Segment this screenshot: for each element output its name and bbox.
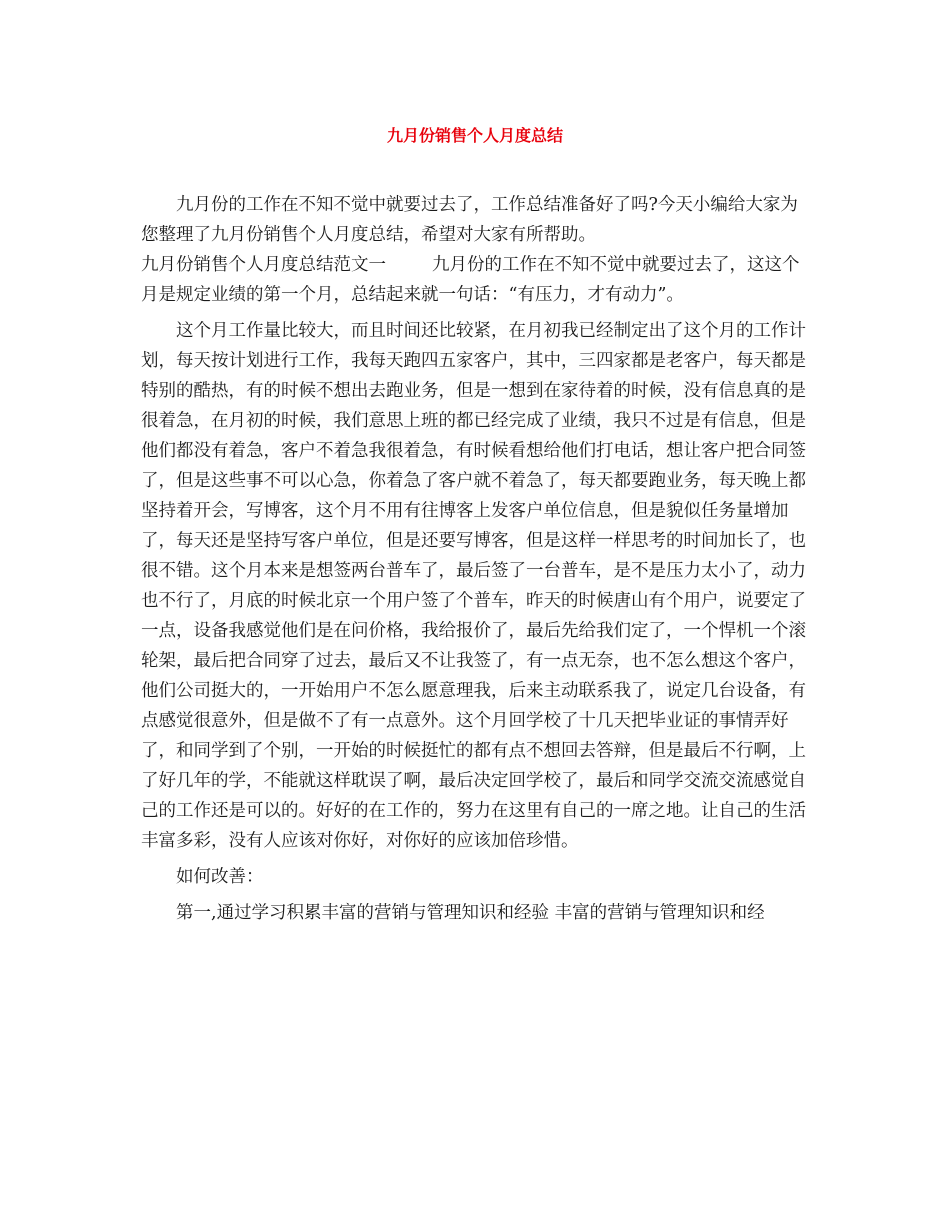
improve-heading: 如何改善： [176, 867, 264, 887]
document-body [141, 190, 813, 928]
document-title: 九月份销售个人月度总结 [386, 126, 563, 145]
improve-first-paragraph: 第一,通过学习积累丰富的营销与管理知识和经验 丰富的营销与管理知识和经 [176, 903, 765, 923]
intro-paragraph: 九月份的工作在不知不觉中就要过去了，工作总结准备好了吗?今天小编给大家为您整理了九月份销售个人月度总结，希望对大家有所帮助。 [141, 195, 798, 245]
section-paragraph [141, 250, 813, 310]
main-paragraph: 这个月工作量比较大，而且时间还比较紧，在月初我已经制定出了这个月的工作计划，每天按计划进行工作，我每天跑四五家客户，其中，三四家都是老客户，每天都是特别的酷热，有的时候不想出去跑业务，但是一想到在家待着的时候，没有信息真的是很着急，在月初的时候，我们意思上班的都已经完成了业绩，我只不过是有信息，但是他们都没有着急，客户不着急我很着急，有时候看想给他们打电话，想让客户把合同签了，但是这些事不可以心急，你着急了客户就不着急了，每天都要跑业务，每天晚上都坚持着开会，写博客，这个月不用有往博客上发客户单位信息，但是貌似任务量增加了，每天还是坚持写客户单位，但是还要写博客，但是这样一样思考的时间加长了，也很不错。这个月本来是想签两台普车了，最后签了一台普车，是不是压力太小了，动力也不行了，月底的时候北京一个用户签了个普车，昨天的时候唐山有个用户，说要定了一点，设备我感觉他们是在问价格，我给报价了，最后先给我们定了，一个悍机一个滚轮架，最后把合同穿了过去，最后又不让我签了，有一点无奈，也不怎么想这个客户，他们公司挺大的，一开始用户不怎么愿意理我，后来主动联系我了，说定几台设备，有点感觉很意外，但是做不了有一点意外。这个月回学校了十几天把毕业证的事情弄好了，和同学到了个别，一开始的时候挺忙的都有点不想回去答辩，但是最后不行啊，上了好几年的学，不能就这样耽误了啊，最后决定回学校了，最后和同学交流交流感觉自己的工作还是可以的。好好的在工作的，努力在这里有自己的一席之地。让自己的生活丰富多彩，没有人应该对你好，对你好的应该加倍珍惜。 [141, 321, 806, 851]
section-heading: 九月份销售个人月度总结范文一 [141, 255, 386, 275]
section-lead: 九月份的工作在不知不觉中就要过去了，这这个月是规定业绩的第一个月，总结起来就一句话：“有压力，才有动力”。 [141, 255, 800, 305]
